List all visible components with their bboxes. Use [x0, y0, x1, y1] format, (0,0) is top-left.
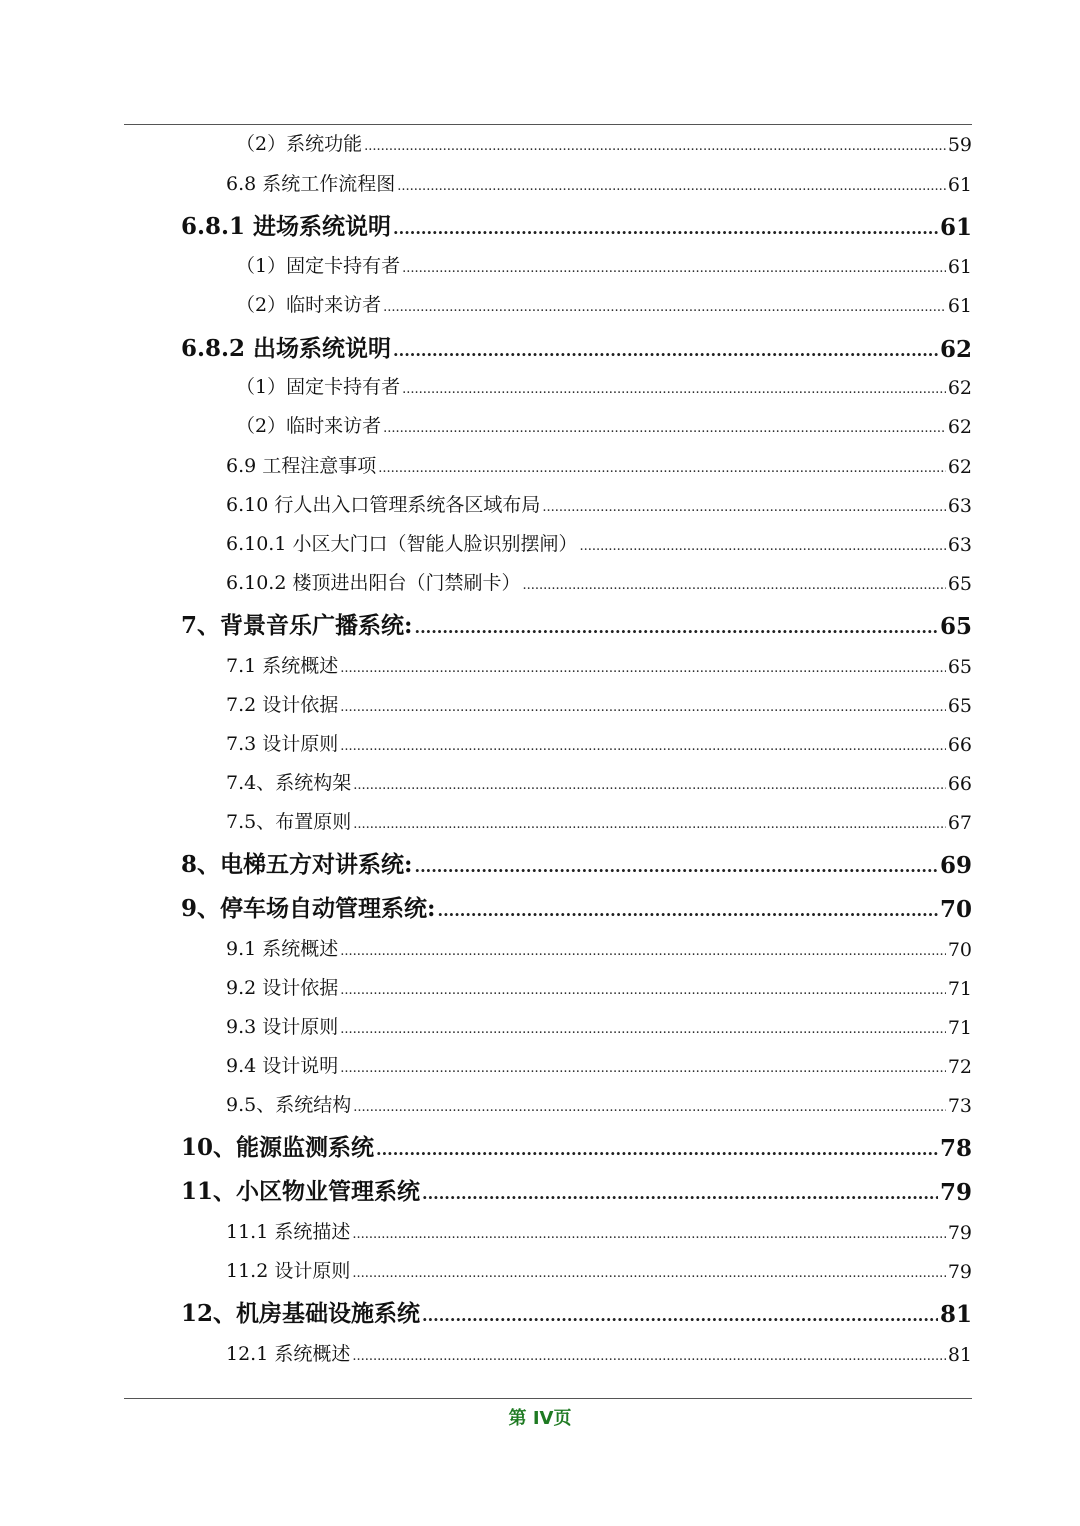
toc-entry[interactable]	[226, 808, 972, 834]
toc-entry-page: 73	[947, 1095, 972, 1117]
toc-dot-leader	[393, 221, 938, 241]
toc-entry[interactable]	[226, 170, 972, 196]
toc-entry[interactable]	[226, 1013, 972, 1039]
toc-entry[interactable]	[226, 691, 972, 717]
toc-entry-page: 63	[947, 495, 972, 517]
toc-entry-page: 62	[947, 377, 972, 399]
toc-dot-leader	[402, 262, 946, 278]
toc-entry-title: （1）固定卡持有者	[236, 376, 401, 398]
toc-entry[interactable]	[181, 1296, 972, 1328]
toc-entry-title: 6.8 系统工作流程图	[226, 173, 396, 195]
toc-entry-page: 59	[947, 134, 972, 156]
toc-entry-page: 65	[947, 573, 972, 595]
toc-dot-leader	[422, 1308, 938, 1328]
toc-dot-leader	[438, 903, 938, 923]
toc-entry-title: 6.10 行人出入口管理系统各区域布局	[226, 494, 541, 516]
toc-entry-page: 79	[947, 1222, 972, 1244]
toc-dot-leader	[340, 701, 946, 717]
toc-entry[interactable]	[181, 1130, 972, 1162]
toc-entry[interactable]	[226, 452, 972, 478]
toc-entry[interactable]	[226, 1052, 972, 1078]
toc-entry[interactable]	[181, 891, 972, 923]
toc-entry-title: 9.3 设计原则	[226, 1016, 339, 1038]
toc-entry-page: 70	[947, 939, 972, 961]
toc-entry-title: 6.8.2 出场系统说明	[181, 335, 392, 362]
toc-entry-title: 9、停车场自动管理系统:	[181, 895, 436, 922]
toc-entry-title: 9.5、系统结构	[226, 1094, 352, 1116]
toc-entry[interactable]	[226, 1340, 972, 1366]
footer-rule	[124, 1398, 972, 1399]
toc-entry-page: 81	[939, 1301, 972, 1328]
toc-dot-leader	[340, 740, 946, 756]
toc-entry-page: 67	[947, 812, 972, 834]
toc-entry-page: 65	[947, 656, 972, 678]
toc-dot-leader	[383, 422, 946, 438]
toc-entry-title: 6.10.1 小区大门口（智能人脸识别摆闸）	[226, 533, 578, 555]
toc-entry-page: 79	[939, 1179, 972, 1206]
toc-entry[interactable]	[226, 1218, 972, 1244]
toc-dot-leader	[393, 343, 938, 363]
toc-entry-title: 11.1 系统描述	[226, 1221, 351, 1243]
toc-entry-page: 66	[947, 773, 972, 795]
toc-dot-leader	[340, 984, 946, 1000]
toc-dot-leader	[340, 1062, 946, 1078]
toc-entry-title: 11、小区物业管理系统	[181, 1178, 421, 1205]
toc-entry-page: 78	[939, 1135, 972, 1162]
toc-entry-page: 62	[947, 456, 972, 478]
toc-entry[interactable]	[226, 1257, 972, 1283]
toc-entry-page: 81	[947, 1344, 972, 1366]
toc-entry-title: 7.4、系统构架	[226, 772, 352, 794]
toc-entry[interactable]	[236, 291, 972, 317]
toc-entry[interactable]	[236, 130, 972, 156]
toc-entry-title: 10、能源监测系统	[181, 1134, 375, 1161]
toc-entry-page: 69	[939, 852, 972, 879]
toc-dot-leader	[422, 1186, 938, 1206]
toc-entry[interactable]	[181, 1174, 972, 1206]
toc-entry[interactable]	[236, 252, 972, 278]
toc-entry-page: 65	[939, 613, 972, 640]
toc-entry[interactable]	[181, 847, 972, 879]
toc-dot-leader	[353, 779, 946, 795]
toc-dot-leader	[353, 1101, 946, 1117]
toc-entry-page: 79	[947, 1261, 972, 1283]
toc-dot-leader	[352, 1267, 945, 1283]
toc-entry[interactable]	[226, 935, 972, 961]
toc-dot-leader	[522, 579, 945, 595]
toc-entry-title: 6.10.2 楼顶进出阳台（门禁刷卡）	[226, 572, 521, 594]
toc-entry-page: 70	[939, 896, 972, 923]
toc-dot-leader	[364, 140, 946, 156]
toc-entry-title: （2）临时来访者	[236, 415, 382, 437]
toc-dot-leader	[352, 1228, 945, 1244]
toc-entry[interactable]	[226, 569, 972, 595]
toc-entry-page: 72	[947, 1056, 972, 1078]
toc-entry-title: 12、机房基础设施系统	[181, 1300, 421, 1327]
toc-entry-title: 12.1 系统概述	[226, 1343, 351, 1365]
toc-entry-title: 8、电梯五方对讲系统:	[181, 851, 413, 878]
toc-dot-leader	[542, 501, 945, 517]
toc-entry-title: （2）系统功能	[236, 133, 363, 155]
toc-dot-leader	[340, 945, 946, 961]
toc-dot-leader	[415, 620, 938, 640]
toc-entry[interactable]	[236, 373, 972, 399]
toc-entry-page: 61	[947, 295, 972, 317]
toc-dot-leader	[383, 301, 946, 317]
toc-entry[interactable]	[181, 209, 972, 241]
toc-entry-title: 7.2 设计依据	[226, 694, 339, 716]
toc-entry[interactable]	[226, 974, 972, 1000]
toc-entry-page: 61	[947, 256, 972, 278]
toc-entry-page: 62	[947, 416, 972, 438]
toc-entry-title: （2）临时来访者	[236, 294, 382, 316]
toc-dot-leader	[352, 1350, 945, 1366]
toc-dot-leader	[579, 540, 945, 556]
toc-entry[interactable]	[226, 491, 972, 517]
toc-entry[interactable]	[226, 652, 972, 678]
toc-entry-title: （1）固定卡持有者	[236, 255, 401, 277]
page-number-footer: 第 IV页	[508, 1408, 572, 1429]
toc-dot-leader	[402, 383, 946, 399]
toc-dot-leader	[340, 1023, 946, 1039]
toc-entry-title: 6.8.1 进场系统说明	[181, 213, 392, 240]
toc-entry-page: 65	[947, 695, 972, 717]
toc-entry[interactable]	[226, 1091, 972, 1117]
toc-dot-leader	[397, 180, 946, 196]
toc-entry[interactable]	[226, 769, 972, 795]
toc-entry-title: 9.1 系统概述	[226, 938, 339, 960]
toc-dot-leader	[353, 818, 946, 834]
toc-entry-page: 66	[947, 734, 972, 756]
toc-entry-title: 7.1 系统概述	[226, 655, 339, 677]
toc-entry-title: 6.9 工程注意事项	[226, 455, 377, 477]
toc-entry-title: 9.4 设计说明	[226, 1055, 339, 1077]
toc-entry-title: 9.2 设计依据	[226, 977, 339, 999]
toc-entry-title: 7.5、布置原则	[226, 811, 352, 833]
toc-dot-leader	[378, 462, 946, 478]
toc-dot-leader	[376, 1142, 938, 1162]
toc-dot-leader	[340, 662, 946, 678]
toc-entry[interactable]	[226, 530, 972, 556]
toc-entry-page: 71	[947, 978, 972, 1000]
toc-entry-title: 7.3 设计原则	[226, 733, 339, 755]
toc-entry-page: 62	[939, 336, 972, 363]
toc-dot-leader	[415, 859, 938, 879]
toc-entry-title: 11.2 设计原则	[226, 1260, 351, 1282]
toc-entry[interactable]	[236, 412, 972, 438]
toc-entry[interactable]	[181, 331, 972, 363]
toc-entry-page: 61	[947, 174, 972, 196]
toc-entry-title: 7、背景音乐广播系统:	[181, 612, 413, 639]
toc-entry-page: 61	[939, 214, 972, 241]
toc-entry-page: 63	[947, 534, 972, 556]
toc-entry[interactable]	[226, 730, 972, 756]
toc-entry-page: 71	[947, 1017, 972, 1039]
toc-entry[interactable]	[181, 608, 972, 640]
